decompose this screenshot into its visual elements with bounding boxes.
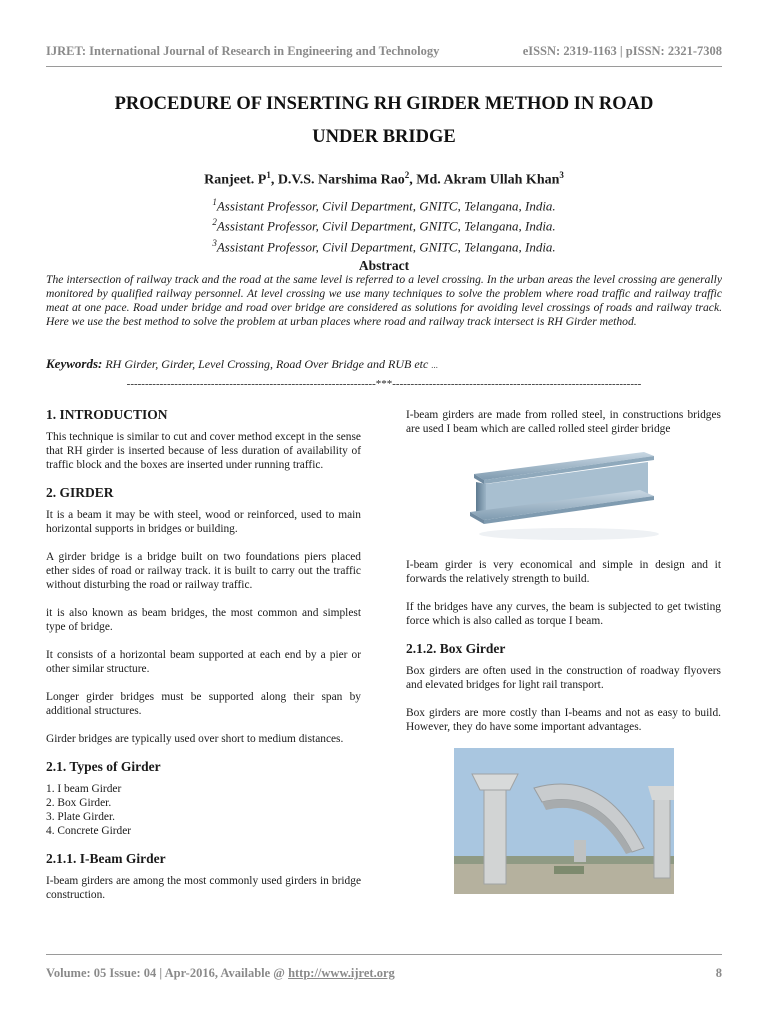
subsection-heading: 2.1.1. I-Beam Girder: [46, 851, 166, 866]
section-heading: 2. GIRDER: [46, 485, 114, 500]
i-beam-illustration: [464, 444, 664, 544]
footer-volume: Volume: 05 Issue: 04 | Apr-2016, Available @ http://www.ijret.org: [46, 966, 395, 980]
paper-title: [46, 88, 722, 154]
right-column: [406, 408, 721, 908]
girder-types-list: [46, 782, 361, 838]
page-footer: [46, 966, 722, 981]
journal-link[interactable]: http://www.ijret.org: [288, 966, 395, 980]
footer-rule: [46, 954, 722, 955]
paragraph: If the bridges have any curves, the beam is subjected to get twisting force which is also called as torque I beam.: [406, 601, 721, 627]
page-header: [46, 44, 722, 59]
affiliation: $^3$Assistant Professor, Civil Department, GNITC, Telangana, India.: [212, 237, 556, 254]
box-girder-photo: [454, 748, 674, 894]
author: Md. Akram Ullah Khan: [416, 172, 560, 188]
title-line-1: PROCEDURE OF INSERTING RH GIRDER METHOD IN ROAD: [114, 94, 654, 114]
affiliation: $^1$Assistant Professor, Civil Department, GNITC, Telangana, India.: [212, 197, 556, 214]
author: Ranjeet. P: [204, 172, 267, 188]
section-heading: 1. INTRODUCTION: [46, 407, 168, 422]
keywords-text: RH Girder, Girder, Level Crossing, Road Over Bridge and RUB etc: [105, 357, 429, 371]
paragraph: Box girders are often used in the construction of roadway flyovers and elevated bridges for light rail transport.: [406, 665, 721, 691]
left-column: [46, 408, 361, 916]
list-item: 2. Box Girder.: [46, 797, 112, 809]
issn: eISSN: 2319-1163 | pISSN: 2321-7308: [522, 44, 722, 58]
paragraph: I-beam girders are made from rolled steel, in constructions bridges are used I beam which are called rolled steel girder bridge: [406, 409, 721, 435]
title-line-2: UNDER BRIDGE: [312, 127, 456, 147]
journal-name: IJRET: International Journal of Research in Engineering and Technology: [46, 44, 440, 58]
list-item: 1. I beam Girder: [46, 783, 122, 795]
keywords: [46, 356, 722, 372]
paragraph: Girder bridges are typically used over short to medium distances.: [46, 733, 344, 745]
list-item: 3. Plate Girder.: [46, 811, 115, 823]
section-divider: --------------------------------------------------------------------***--------------------------------------------------------------------: [126, 378, 642, 390]
paragraph: it is also known as beam bridges, the most common and simplest type of bridge.: [46, 607, 361, 633]
authors: [46, 170, 722, 189]
abstract-heading: Abstract: [358, 258, 410, 273]
paragraph: I-beam girders are among the most commonly used girders in bridge construction.: [46, 875, 361, 901]
list-item: 4. Concrete Girder: [46, 825, 132, 837]
author-sep: ,: [270, 172, 278, 188]
paragraph: A girder bridge is a bridge built on two foundations piers placed ether sides of road or railway track. it is built to carry out the traffic without disturbing the road or railway traffic.: [46, 551, 361, 591]
author-sup: 1: [266, 170, 271, 180]
author-sep: ,: [409, 172, 417, 188]
author: D.V.S. Narshima Rao: [277, 172, 405, 188]
keywords-ellipsis: ...: [431, 360, 439, 370]
page-number: 8: [715, 966, 722, 980]
affiliation: $^2$Assistant Professor, Civil Department, GNITC, Telangana, India.: [212, 217, 556, 234]
affiliations: [46, 194, 722, 255]
paragraph: This technique is similar to cut and cover method except in the sense that RH girder is inserted because of less duration of availability of traffic block and the boxes are inserted under running traffic.: [46, 431, 361, 471]
paragraph: It consists of a horizontal beam supported at each end by a pier or other similar structure.: [46, 649, 361, 675]
paragraph: Longer girder bridges must be supported along their span by additional structures.: [46, 691, 361, 717]
keywords-label: Keywords:: [46, 356, 103, 371]
paragraph: It is a beam it may be with steel, wood or reinforced, used to main horizontal supports in bridges or building.: [46, 509, 361, 535]
subsection-heading: 2.1. Types of Girder: [46, 759, 161, 774]
author-sup: 2: [404, 170, 410, 180]
i-beam-image: [406, 444, 721, 544]
subsection-heading: 2.1.2. Box Girder: [406, 641, 506, 656]
paragraph: I-beam girder is very economical and simple in design and it forwards the relatively strength to build.: [406, 559, 721, 585]
box-girder-image: [406, 748, 721, 894]
author-sup: 3: [559, 170, 564, 180]
abstract-text: The intersection of railway track and the road at the same level is referred to a level crossing. In the urban areas the level crossing are generally monitored by qualified railway personnel. At level crossing we use many techniques to solve the problem where road traffic and railway traffic meat at one pace. Road under bridge and road over bridge are considered as solutions for avoiding level crossings of roads and railway track. Here we use the best method to solve the problem at urban places where road and railway track intersect is RH Girder method.: [46, 273, 722, 328]
paragraph: Box girders are more costly than I-beams and not as easy to build. However, they do have some important advantages.: [406, 707, 721, 733]
header-rule: [46, 66, 722, 67]
